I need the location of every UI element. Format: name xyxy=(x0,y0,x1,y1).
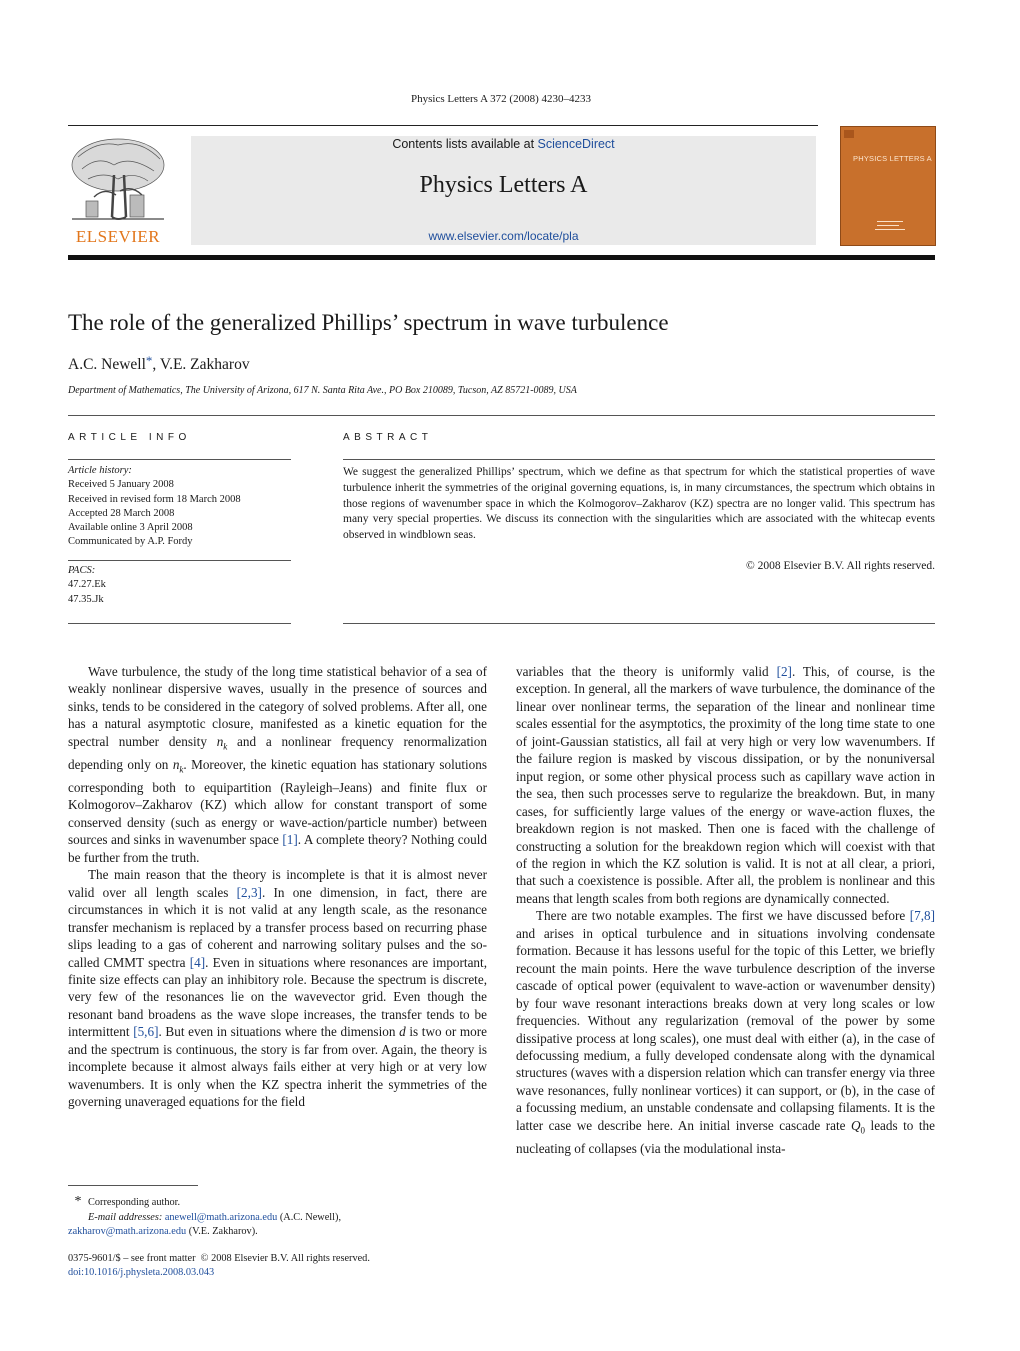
affiliation: Department of Mathematics, The University of Arizona, 617 N. Santa Rita Ave., PO Box 210089, Tucson, AZ 85721-0089, USA xyxy=(68,385,577,396)
journal-cover xyxy=(840,126,936,246)
elsevier-tree-icon xyxy=(68,135,168,225)
abstract-text: We suggest the generalized Phillips’ spectrum, which we define as that spectrum for which the statistical properties of wave turbulence inherit the symmetries of the original governing equations, is, in many circumstances, the spectrum which obtains in those regions of wavenumber space in which the Kolmogorov–Zakharov (KZ) spectra are no longer valid. This spectrum has many very special properties. We discuss its connection with the singularities which are associated with the whitecap events observed in windblown seas. xyxy=(343,466,935,542)
pacs-code: 47.27.Ek xyxy=(68,579,106,591)
pacs-block xyxy=(68,564,291,607)
journal-reference: Physics Letters A 372 (2008) 4230–4233 xyxy=(411,93,591,105)
history-item: Received 5 January 2008 xyxy=(68,479,174,491)
citation-link[interactable]: [7,8] xyxy=(909,908,935,924)
pacs-label: PACS: xyxy=(68,565,96,576)
math-n: $n_k$ xyxy=(172,756,184,775)
author-name: A.C. Newell xyxy=(68,356,146,373)
body-right-column xyxy=(516,663,935,1157)
email-link[interactable]: zakharov@math.arizona.edu xyxy=(68,1226,187,1237)
issn-line: 0375-9601/$ – see front matter © 2008 Elsevier B.V. All rights reserved. xyxy=(68,1253,370,1264)
article-history xyxy=(68,464,291,550)
cover-text-block xyxy=(877,225,899,226)
corresponding-author-mark[interactable]: * xyxy=(145,353,153,368)
citation-link[interactable]: [2,3] xyxy=(236,884,262,900)
elsevier-logo xyxy=(68,135,168,247)
body-paragraph: variables that the theory is uniformly valid [2]. This, of course, is the exception. In general, all the markers of wave turbulence, the dominance of the linear over nonlinear terms, the separation of the linear and nonlinear time scales essential for the asymptotics, the proximity of the long time state to one of joint-Gaussian statistics, all fail at very high or very low wavenumbers. If the failure region is masked by viscous dissipation, or by the nonuniversal input region, or some other physical process such as capillary wave action in the sea, then such processes serve to regularize the breakdown. But, in many cases, for sufficiently large values of the energy or wave-action fluxes, the breakdown region is not masked. Then one is faced with the challenge of constructing a solution for the breakdown region which will coexist with that of the region in which the KZ solution is valid. It is not at all clear, a priori, that such a coexistence is possible. After all, the problem is nonlinear and this means that length scales from both regions are dynamically connected. xyxy=(516,664,935,906)
author-list xyxy=(68,353,250,374)
history-item: Communicated by A.P. Fordy xyxy=(68,536,193,548)
abstract-rule xyxy=(343,459,935,460)
citation-link[interactable]: [2] xyxy=(776,664,792,679)
email-line: E-mail addresses: anewell@math.arizona.edu (A.C. Newell), xyxy=(88,1211,342,1223)
citation-link[interactable]: [1] xyxy=(282,832,298,848)
article-title: The role of the generalized Phillips’ spectrum in wave turbulence xyxy=(68,310,669,335)
body-left-column xyxy=(68,663,487,1111)
header-thick-rule xyxy=(68,255,935,260)
history-label: Article history: xyxy=(68,465,132,476)
abstract-copyright: © 2008 Elsevier B.V. All rights reserved. xyxy=(746,560,935,572)
pacs-code: 47.35.Jk xyxy=(68,593,104,605)
sciencedirect-link[interactable]: ScienceDirect xyxy=(537,137,615,151)
info-bottom-rule xyxy=(68,623,291,624)
email-link[interactable]: anewell@math.arizona.edu xyxy=(164,1211,278,1223)
cover-logo-mark xyxy=(844,130,854,138)
history-item: Received in revised form 18 March 2008 xyxy=(68,493,241,505)
footnote-rule xyxy=(68,1185,198,1186)
contents-prefix: Contents lists available at xyxy=(392,137,538,151)
math-n: $n_k$ xyxy=(216,733,228,752)
abstract-bottom-rule xyxy=(343,623,935,624)
doi-link[interactable]: doi:10.1016/j.physleta.2008.03.043 xyxy=(68,1267,215,1278)
corresponding-note: * Corresponding author. xyxy=(74,1194,181,1209)
email-line: zakharov@math.arizona.edu (V.E. Zakharov). xyxy=(68,1226,258,1237)
elsevier-wordmark: ELSEVIER xyxy=(75,227,161,246)
journal-url-link[interactable]: www.elsevier.com/locate/pla xyxy=(428,229,579,243)
author-name: , V.E. Zakharov xyxy=(152,356,250,373)
math-d: d xyxy=(399,1024,406,1040)
body-paragraph: There are two notable examples. The first we have discussed before [7,8] and arises in optical turbulence and in situations involving condensate formation. Because it has lessons useful for the topic of this Letter, we briefly recount the main points. Here the wave turbulence description of the inverse cascade of optical power (equivalent to wave-action or wavenumber density) by four wave resonant interactions breaks down at very long scales or low frequencies. Without any regularization (removal of the power by some dissipative process at long scales), one must deal with either (a), in the case of defocussing medium, a fully developed condensate along with the dynamical structures (waves with a dispersion relation which can transfer energy via three wave resonances, fully nonlinear vortices) it can support, or (b), in the case of a focussing medium, an unstable condensate and collapsing filaments. It is the latter case we describe here. An initial inverse cascade rate $Q_0$ leads to the nucleating of collapses (via the modulational insta- xyxy=(516,908,935,1156)
abstract-heading: ABSTRACT xyxy=(343,432,433,443)
cover-title: PHYSICS LETTERS A xyxy=(853,154,932,163)
cover-text-block xyxy=(875,229,905,230)
footnote-block xyxy=(68,1195,488,1240)
journal-title: Physics Letters A xyxy=(419,172,588,198)
body-paragraph: The main reason that the theory is incomplete is that it is almost never valid over all length scales [2,3]. In one dimension, in fact, there are circumstances in which it is not valid at any length scale, as the resonance transfer mechanism is replaced by a transfer process based on recurring phase slips leading to a gas of coherent and narrowing solitary pulses and the so-called CMMT spectra [4]. Even in situations where resonances are important, finite size effects can play an inhibitory role. Because the spectrum is discrete, very few of the resonances lie on the wavevector grid. Even though the resonant band broadens as the wave slope increases, the transfer tends to be intermittent [5,6]. But even in situations where the dimension d is two or more and the spectrum is continuous, the story is far from over. Again, the theory is incomplete because it almost always fails either at very high or at very low wavenumbers. It is only when the KZ spectra inherit the symmetries of the governing unaveraged equations for the field xyxy=(68,867,487,1110)
history-item: Available online 3 April 2008 xyxy=(68,522,193,534)
info-rule xyxy=(68,560,291,561)
article-info-heading: ARTICLE INFO xyxy=(68,432,191,443)
citation-link[interactable]: [5,6] xyxy=(133,1024,159,1040)
info-rule xyxy=(68,459,291,460)
citation-link[interactable]: [4] xyxy=(189,954,206,970)
cover-text-block xyxy=(877,221,903,222)
header-top-rule xyxy=(68,125,818,126)
history-item: Accepted 28 March 2008 xyxy=(68,507,175,519)
math-q0: $Q_0$ xyxy=(851,1117,866,1136)
contents-line xyxy=(191,137,816,151)
affiliation-rule xyxy=(68,415,935,416)
journal-banner xyxy=(191,136,816,245)
body-paragraph: Wave turbulence, the study of the long time statistical behavior of a sea of weakly nonlinear dispersive waves, usually in the presence of sources and sinks, tends to be considered in the category of solved problems. After all, one has a natural asymptotic closure, manifested as a kinetic equation for the spectral number density $n_k$ and a nonlinear frequency renormalization depending only on $n_k$. Moreover, the kinetic equation has stationary solutions corresponding both to equipartition (Rayleigh–Jeans) and finite flux or Kolmogorov–Zakharov (KZ) which allow for constant transport of some conserved density (such as energy or wave-action/particle number) between sources and sinks in wavenumber space [1]. A complete theory? Nothing could be further from the truth. xyxy=(68,664,488,865)
